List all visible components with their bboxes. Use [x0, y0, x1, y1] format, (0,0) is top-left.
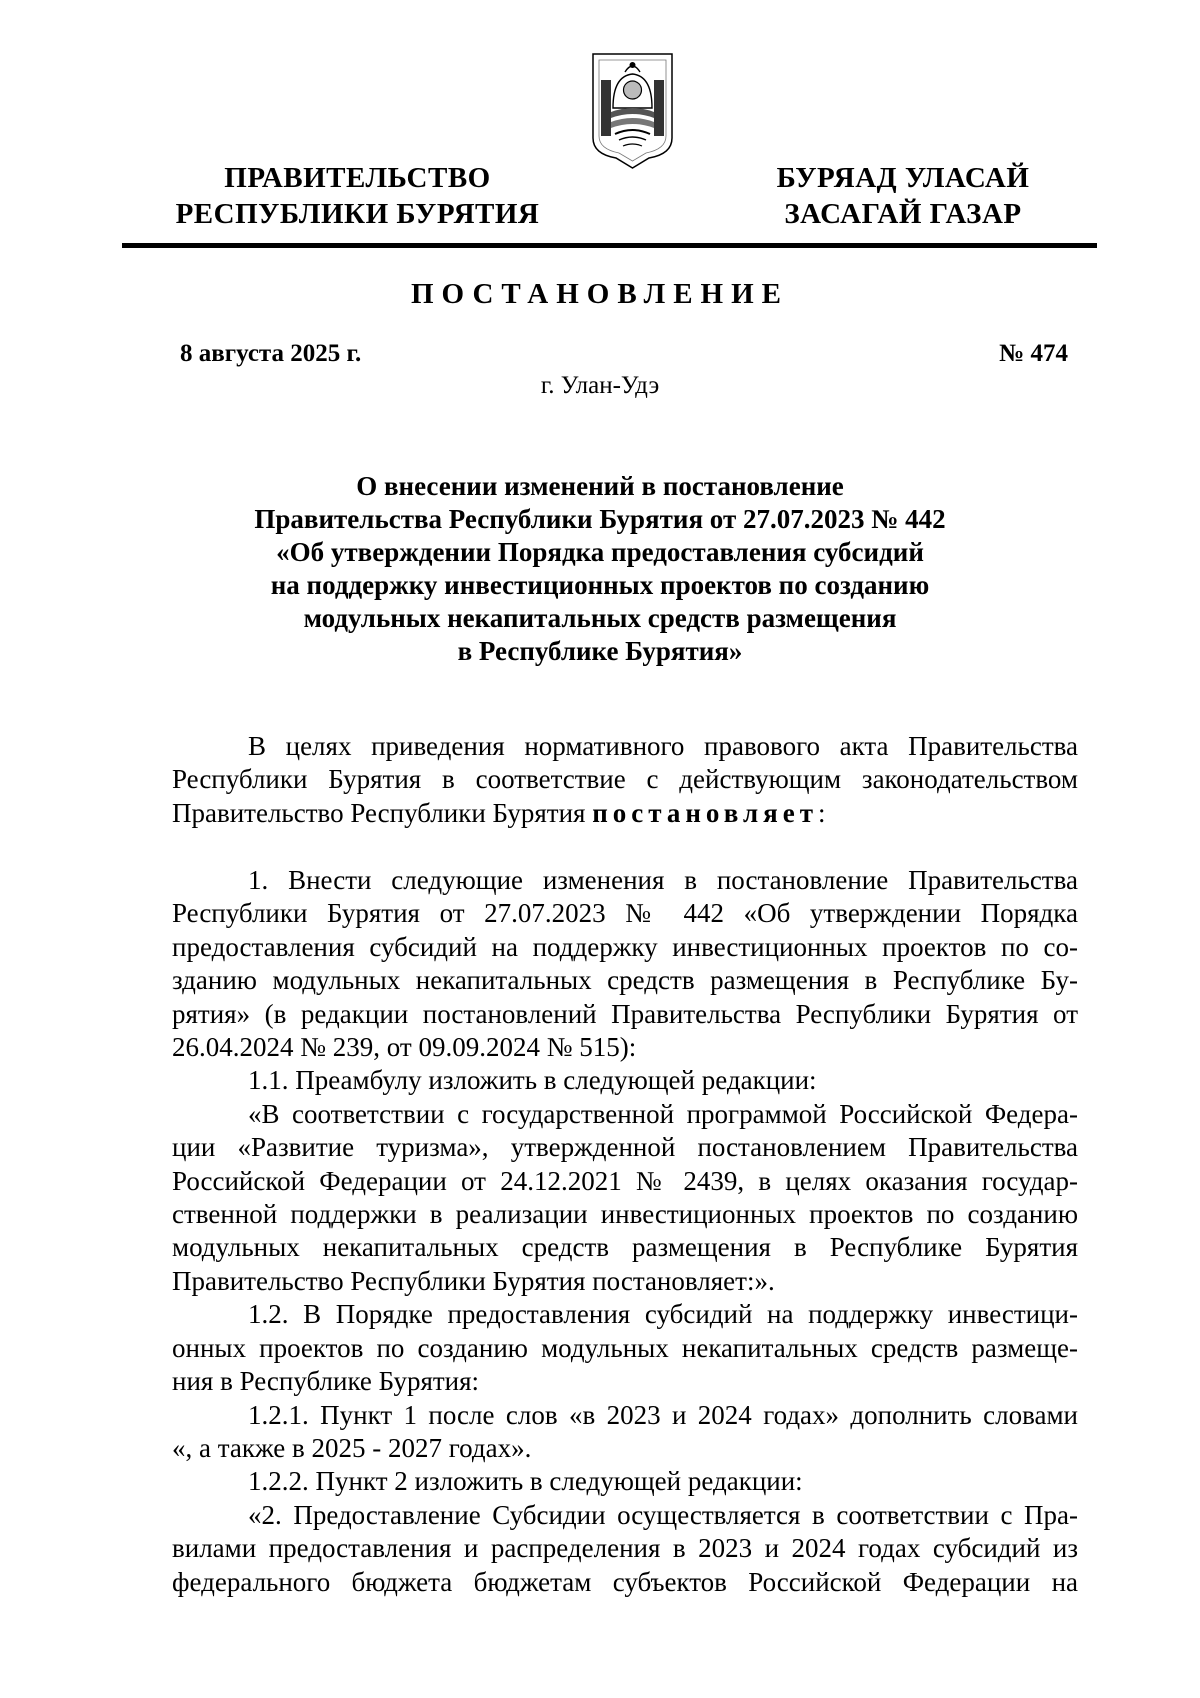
- body-line: онных проектов по созданию модульных некапитальных средств размеще-: [172, 1332, 1078, 1363]
- body-line: Республики Бурятия в соответствие с действующим законодательством: [172, 764, 1078, 795]
- document-type: ПОСТАНОВЛЕНИЕ: [410, 278, 789, 310]
- intro-prefix: Правительство Республики Бурятия: [172, 797, 586, 828]
- title-line: «Об утверждении Порядка предоставления субсидий: [276, 537, 924, 567]
- body-line: ния в Республике Бурятия:: [172, 1366, 480, 1397]
- main-body: [172, 864, 1078, 1599]
- title-line: О внесении изменений в постановление: [356, 471, 844, 501]
- body-line: 1.2.2. Пункт 2 изложить в следующей редакции:: [248, 1466, 803, 1497]
- body-line: ции «Развитие туризма», утвержденной постановлением Правительства: [172, 1132, 1078, 1163]
- body-line: зданию модульных некапитальных средств размещения в Республике Бу-: [172, 965, 1078, 996]
- header-right-line2: ЗАСАГАЙ ГАЗАР: [784, 198, 1022, 230]
- title-line: в Республике Бурятия»: [457, 636, 743, 666]
- body-line: 26.04.2024 № 239, от 09.09.2024 № 515):: [172, 1032, 637, 1063]
- header-left-line1: ПРАВИТЕЛЬСТВО: [224, 162, 491, 194]
- coat-of-arms-icon: [589, 50, 676, 170]
- title-line: модульных некапитальных средств размещения: [303, 603, 897, 633]
- body-line: Республики Бурятия от 27.07.2023 № 442 «Об утверждении Порядка: [172, 898, 1078, 929]
- body-line: рятия» (в редакции постановлений Правительства Республики Бурятия от: [172, 998, 1078, 1029]
- intro-paragraph: [172, 730, 1078, 830]
- body-line: В целях приведения нормативного правового акта Правительства: [248, 731, 1078, 761]
- header-left: [165, 160, 550, 232]
- document-number: № 474: [999, 340, 1068, 367]
- document-title: [160, 470, 1040, 668]
- body-line: вилами предоставления и распределения в 2023 и 2024 годах субсидий из: [172, 1533, 1078, 1564]
- body-line: 1.1. Преамбулу изложить в следующей редакции:: [248, 1065, 817, 1096]
- header-left-line2: РЕСПУБЛИКИ БУРЯТИЯ: [175, 198, 540, 230]
- title-line: на поддержку инвестиционных проектов по созданию: [270, 570, 930, 600]
- document-date: 8 августа 2025 г.: [180, 340, 362, 367]
- intro-resolves: постановляет: [592, 797, 818, 828]
- title-line: Правительства Республики Бурятия от 27.07.2023 № 442: [254, 504, 946, 534]
- body-line: [172, 797, 1078, 830]
- body-line: 1.2. В Порядке предоставления субсидий на поддержку инвестици-: [248, 1299, 1078, 1330]
- body-line: Правительство Республики Бурятия постановляет:».: [172, 1265, 775, 1296]
- body-line: 1.2.1. Пункт 1 после слов «в 2023 и 2024 годах» дополнить словами: [248, 1399, 1078, 1430]
- header-divider: [122, 243, 1097, 248]
- body-line: Российской Федерации от 24.12.2021 № 2439, в целях оказания государ-: [172, 1165, 1078, 1196]
- body-line: «2. Предоставление Субсидии осуществляется в соответствии с Пра-: [248, 1499, 1078, 1530]
- intro-suffix: :: [817, 797, 826, 828]
- body-line: предоставления субсидий на поддержку инвестиционных проектов по со-: [172, 931, 1078, 962]
- document-place: г. Улан-Удэ: [540, 372, 660, 399]
- body-line: 1. Внести следующие изменения в постановление Правительства: [248, 865, 1078, 895]
- body-line: модульных некапитальных средств размещения в Республике Бурятия: [172, 1232, 1078, 1263]
- body-line: ственной поддержки в реализации инвестиционных проектов по созданию: [172, 1199, 1078, 1230]
- body-line: федерального бюджета бюджетам субъектов Российской Федерации на: [172, 1566, 1078, 1597]
- header-right-line1: БУРЯАД УЛАСАЙ: [776, 162, 1030, 194]
- body-line: «В соответствии с государственной программой Российской Федера-: [248, 1098, 1078, 1129]
- header-right: [738, 160, 1068, 232]
- body-line: «, а также в 2025 - 2027 годах».: [172, 1432, 532, 1463]
